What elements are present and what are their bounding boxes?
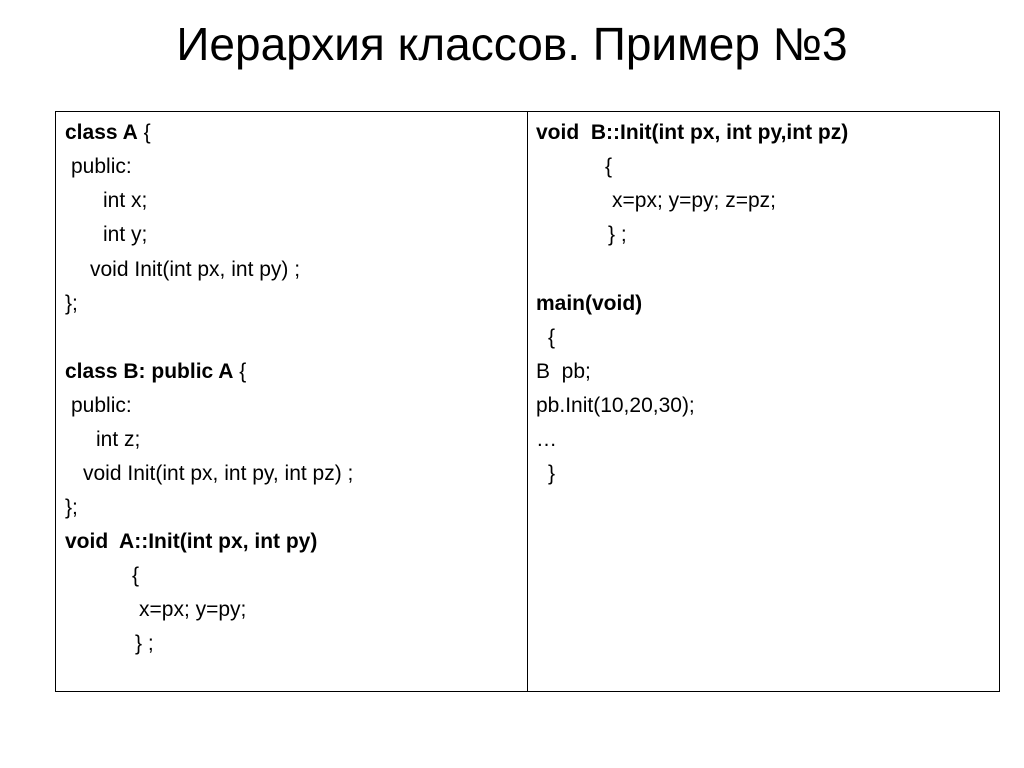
code-table [55, 111, 1000, 692]
left-code-cell [56, 112, 528, 691]
code-line: … [536, 428, 557, 451]
code-line: pb.Init(10,20,30); [536, 394, 695, 417]
code-line [65, 120, 151, 146]
code-line: int x; [103, 189, 148, 212]
code-line: } ; [135, 632, 154, 655]
code-line: public: [71, 155, 132, 178]
code-text: { [137, 121, 151, 144]
code-line: { [548, 326, 556, 349]
code-line: }; [65, 292, 78, 315]
code-line [65, 359, 246, 385]
code-line: } ; [608, 223, 627, 246]
code-line: { [132, 564, 140, 587]
code-keyword: class A [65, 121, 138, 144]
right-code-cell [528, 112, 999, 691]
slide-title: Иерархия классов. Пример №3 [176, 18, 848, 70]
code-line: } [548, 462, 556, 485]
code-line: int y; [103, 223, 148, 246]
code-line: int z; [96, 428, 141, 451]
code-keyword: class B: public A [65, 360, 234, 383]
code-line: }; [65, 496, 78, 519]
code-line: void Init(int px, int py) ; [90, 258, 301, 281]
code-line: void A::Init(int px, int py) [65, 530, 318, 553]
code-line: { [605, 155, 613, 178]
code-line: void B::Init(int px, int py,int pz) [536, 121, 849, 144]
code-line: main(void) [536, 292, 643, 315]
code-line: x=px; y=py; [139, 598, 247, 621]
code-line: B pb; [536, 360, 591, 383]
code-line: x=px; y=py; z=pz; [612, 189, 777, 212]
code-text: { [233, 360, 247, 383]
code-line: public: [71, 394, 132, 417]
code-line: void Init(int px, int py, int pz) ; [83, 462, 354, 485]
